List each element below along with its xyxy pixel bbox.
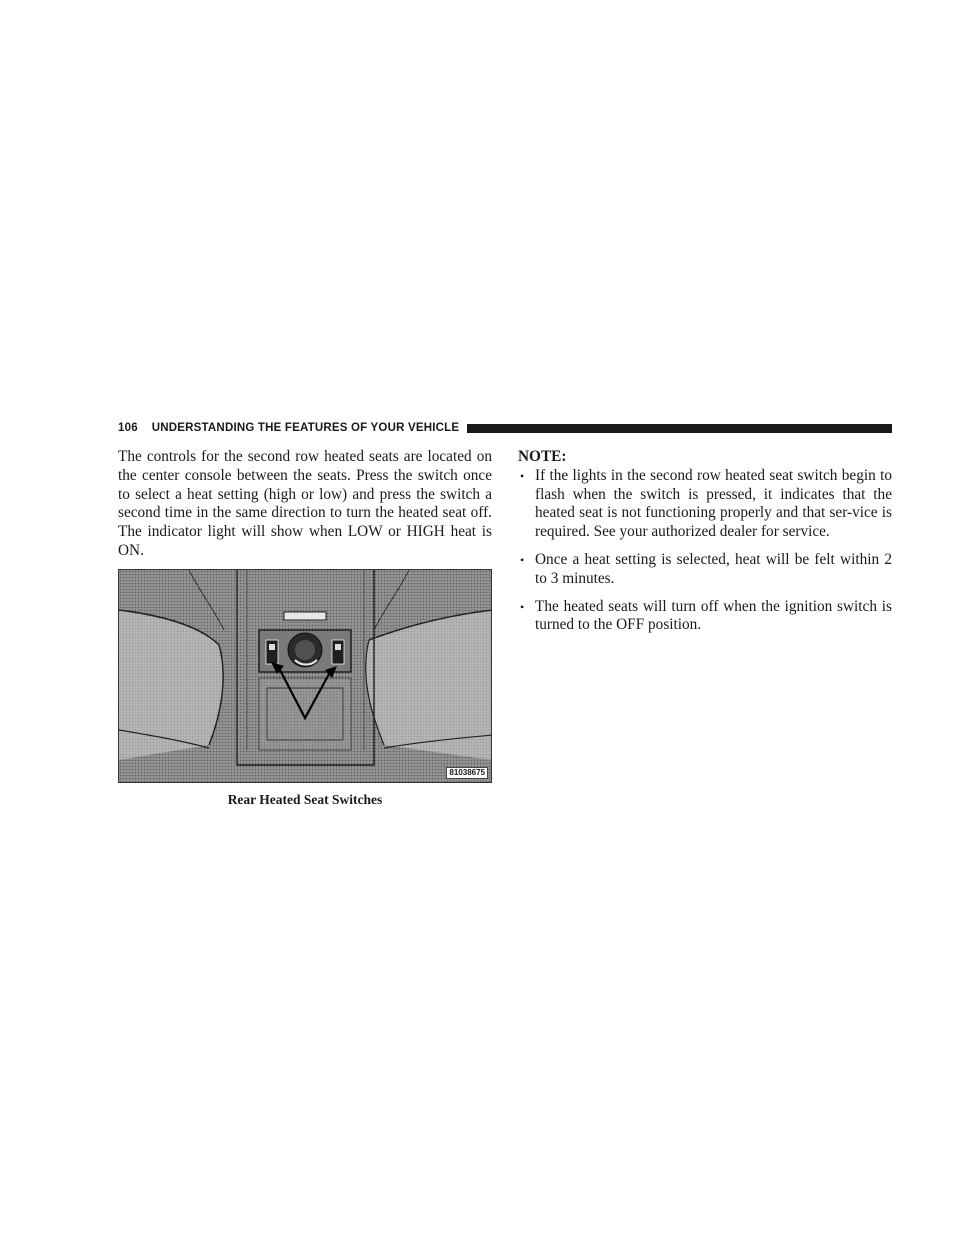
- console-illustration: [119, 570, 492, 783]
- rear-heated-seat-switches-photo: [118, 569, 492, 783]
- bullet-text: Once a heat setting is selected, heat will be felt within 2 to 3 minutes.: [535, 550, 892, 587]
- list-item: [518, 598, 892, 636]
- running-header: [118, 419, 892, 437]
- bullet-icon: •: [520, 599, 525, 614]
- section-title: UNDERSTANDING THE FEATURES OF YOUR VEHICLE: [151, 422, 460, 434]
- list-item: [518, 467, 892, 542]
- right-column: [518, 448, 892, 644]
- bullet-text: The heated seats will turn off when the ignition switch is turned to the OFF position.: [535, 597, 892, 634]
- bullet-icon: •: [520, 552, 525, 567]
- figure-caption: Rear Heated Seat Switches: [227, 791, 383, 807]
- note-label: NOTE:: [518, 448, 567, 465]
- header-rule: [467, 424, 892, 433]
- page-number: 106: [118, 422, 138, 434]
- note-bullet-list: [518, 467, 892, 635]
- figure-id-label: 81038675: [446, 767, 488, 779]
- intro-paragraph: The controls for the second row heated seats are located on the center console between the seats. Press the switch once to select a heat setting (high or low) and press the switch a second time in the same direction to turn the heated seat off. The indicator light will show when LOW or HIGH heat is ON.: [118, 448, 492, 559]
- list-item: [518, 551, 892, 589]
- left-column: [118, 448, 492, 808]
- bullet-icon: •: [520, 468, 525, 483]
- bullet-text: If the lights in the second row heated seat switch begin to flash when the switch is pressed, it indicates that the heated seat is not functioning properly and that ser-vice is required. See your authorized dealer for service.: [535, 466, 892, 541]
